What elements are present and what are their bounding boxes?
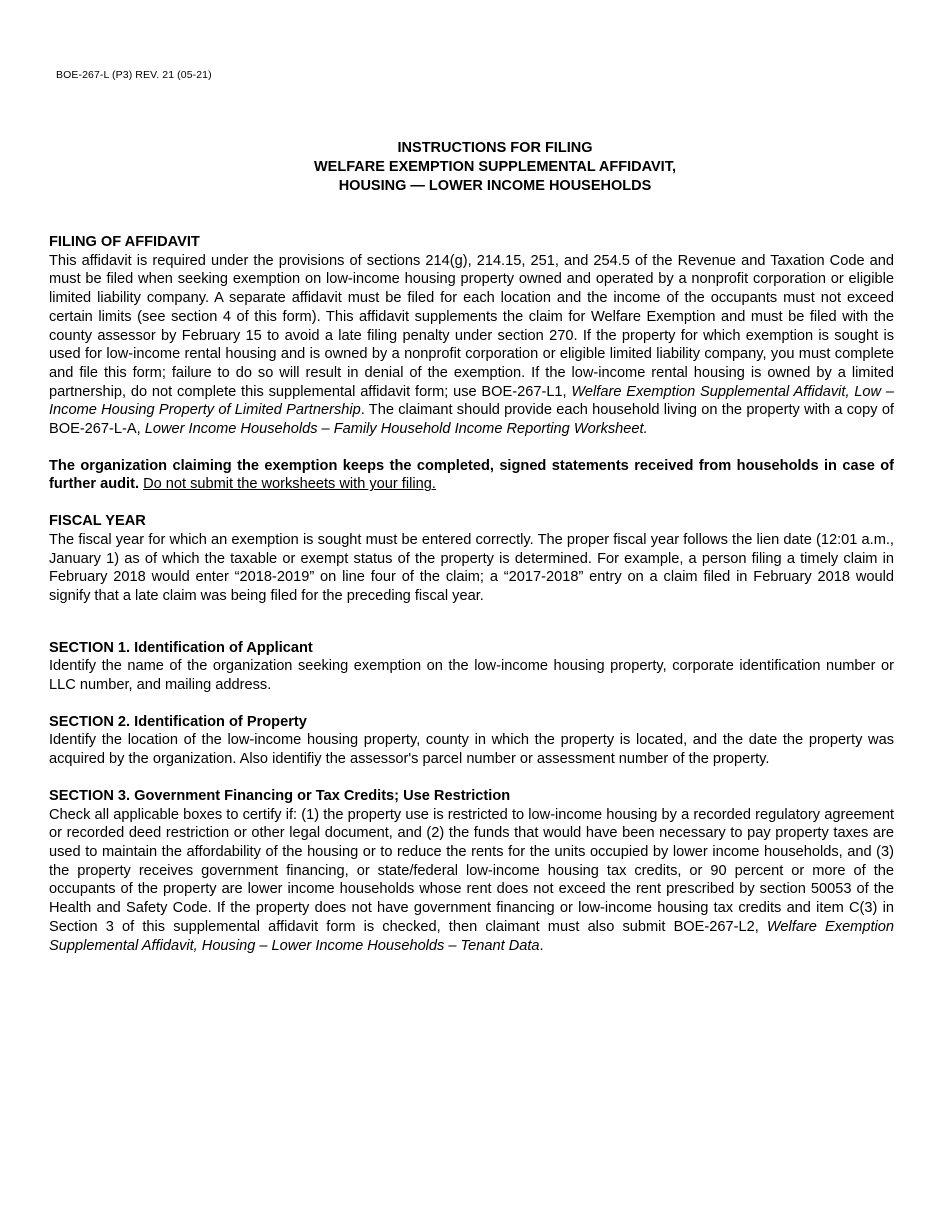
section-3-heading: SECTION 3. Government Financing or Tax Credits; Use Restriction: [49, 787, 511, 804]
section-3-text: Check all applicable boxes to certify if: (1) the property use is restricted to low-income housing by a recorded regulatory agreement or recorded deed restriction or other legal document, and (2) the funds that would have been necessary to pay property taxes are used to maintain the affordability of the housing or to reduce the rents for the units occupied by lower income households, and (3) the property receives government financing, or state/federal low-income housing tax credits, or 90 percent or more of the occupants of the property are lower income households whose rent does not exceed the rent prescribed by section 50053 of the Health and Safety Code. If the property does not have government financing or low-income housing tax credits and item C(3) in Section 3 of this supplemental affidavit form is checked, then claimant must also submit BOE-267-L2,: [49, 806, 894, 935]
form-id: BOE-267-L (P3) REV. 21 (05-21): [56, 69, 212, 81]
audit-note: [49, 457, 894, 494]
fiscal-year-paragraph: The fiscal year for which an exemption is sought must be entered correctly. The proper fiscal year follows the lien date (12:01 a.m., January 1) as of which the taxable or exempt status of the property is determined. For example, a person filing a timely claim in February 2018 would enter “2018-2019” on line four of the claim; a “2017-2018” entry on a claim filed in February 2018 would signify that a late claim was being filed for the preceding fiscal year.: [49, 531, 894, 604]
audit-note-bold: The organization claiming the exemption keeps the completed, signed statements received from households in case of further audit.: [49, 457, 894, 493]
fiscal-year-heading: FISCAL YEAR: [49, 513, 146, 530]
section-2-heading: SECTION 2. Identification of Property: [49, 713, 307, 730]
section-1-heading: SECTION 1. Identification of Applicant: [49, 639, 313, 656]
filing-text-2: . The claimant should provide each household living on the property with a copy of BOE-267-L-A,: [49, 402, 894, 438]
section-3-paragraph: [49, 806, 894, 956]
filing-italic-2: Lower Income Households – Family Household Income Reporting Worksheet.: [144, 421, 648, 438]
title-line-2: WELFARE EXEMPTION SUPPLEMENTAL AFFIDAVIT,: [314, 159, 676, 175]
filing-heading: FILING OF AFFIDAVIT: [49, 234, 200, 250]
filing-paragraph: [49, 252, 894, 439]
audit-note-underlined: Do not submit the worksheets with your filing.: [143, 476, 436, 493]
section-1-paragraph: Identify the name of the organization seeking exemption on the low-income housing property, corporate identification number or LLC number, and mailing address.: [49, 658, 894, 694]
page-title: [0, 139, 950, 196]
instructions-body: [49, 233, 894, 955]
section-3-italic: Welfare Exemption Supplemental Affidavit, Housing – Lower Income Households – Tenant Data: [49, 918, 894, 954]
filing-text-1: This affidavit is required under the provisions of sections 214(g), 214.15, 251, and 254.5 of the Revenue and Taxation Code and must be filed when seeking exemption on low-income housing property owned and operated by a nonprofit corporation or eligible limited liability company. A separate affidavit must be filed for each location and the income of the occupants must not exceed certain limits (see section 4 of this form). This affidavit supplements the claim for Welfare Exemption and must be filed with the county assessor by February 15 to avoid a late filing penalty under section 270. If the property for which exemption is sought is used for low-income rental housing and is owned by a nonprofit corporation or eligible limited liability company, you must complete and file this form; failure to do so will result in denial of the exemption. If the low-income rental housing is owned by a limited partnership, do not complete this supplemental affidavit form; use BOE-267-L1,: [49, 252, 894, 400]
title-line-3: HOUSING — LOWER INCOME HOUSEHOLDS: [338, 178, 652, 194]
section-3-end: .: [539, 937, 544, 954]
filing-italic-1: Welfare Exemption Supplemental Affidavit, Low – Income Housing Property of Limited Partnership: [49, 383, 895, 419]
section-2-paragraph: Identify the location of the low-income housing property, county in which the property is located, and the date the property was acquired by the organization. Also identifiy the assessor's parcel number or assessment number of the property.: [49, 732, 894, 768]
title-line-1: INSTRUCTIONS FOR FILING: [397, 140, 593, 156]
